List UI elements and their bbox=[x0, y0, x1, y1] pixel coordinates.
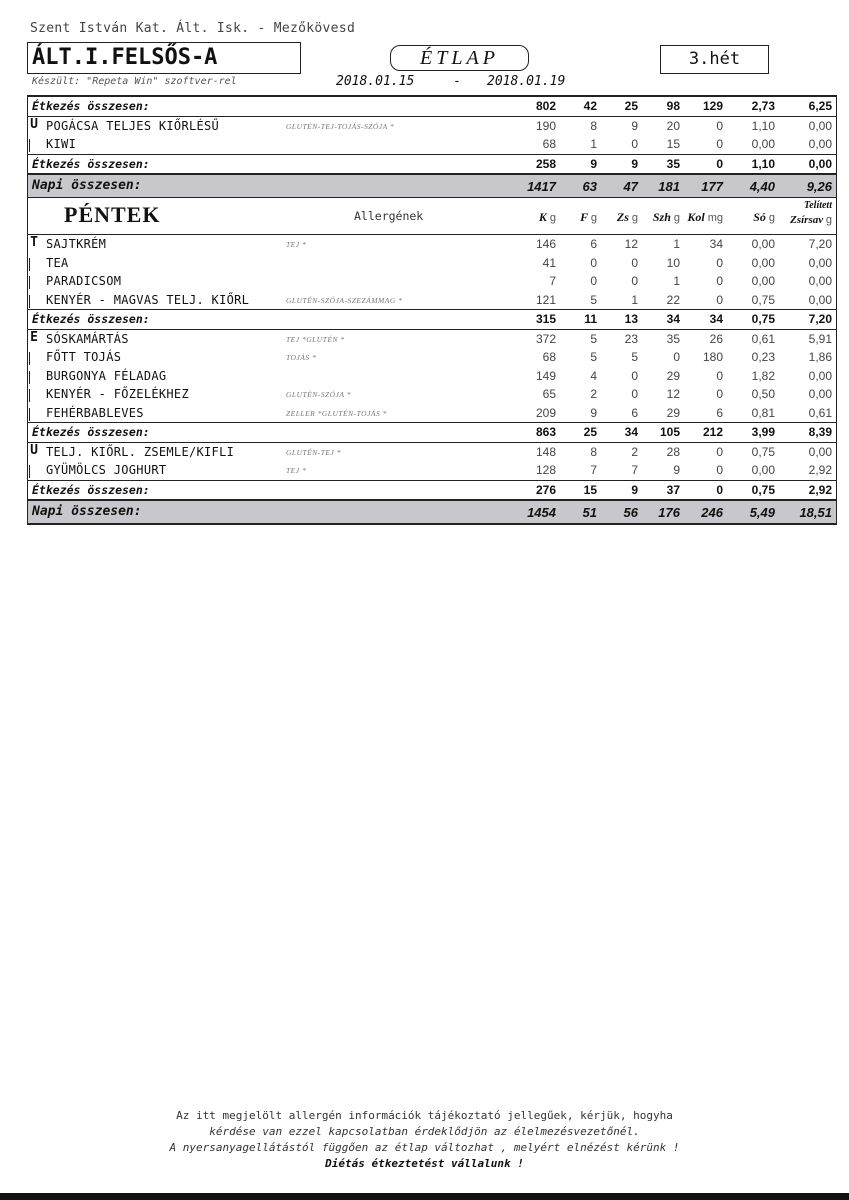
value-cell: 2 bbox=[631, 444, 638, 459]
allergen-list: GLUTÉN-SZÓJA * bbox=[286, 390, 351, 399]
column-unit: g bbox=[825, 214, 832, 226]
value-cell: 56 bbox=[623, 505, 638, 520]
value-cell: 0 bbox=[716, 292, 723, 307]
menu-item-row bbox=[28, 291, 836, 310]
menu-title: ÉTLAP bbox=[390, 45, 529, 71]
menu-item-row bbox=[28, 443, 836, 462]
value-cell: 180 bbox=[702, 350, 723, 364]
row-marker bbox=[29, 139, 30, 152]
value-cell: 0,75 bbox=[751, 482, 775, 497]
value-cell: 63 bbox=[582, 179, 597, 194]
value-cell: 0 bbox=[716, 255, 723, 270]
value-cell: 0 bbox=[716, 368, 723, 383]
value-cell: 0,00 bbox=[808, 368, 832, 383]
row-end-marker bbox=[836, 465, 837, 478]
value-cell: 5,91 bbox=[808, 331, 832, 346]
allergen-list: GLUTÉN-TEJ * bbox=[286, 447, 341, 457]
dish-name: FŐTT TOJÁS bbox=[46, 350, 122, 364]
row-end-marker bbox=[836, 352, 837, 365]
value-cell: 212 bbox=[702, 425, 723, 439]
column-header bbox=[653, 210, 680, 225]
value-cell: 181 bbox=[658, 179, 680, 194]
value-cell: 0 bbox=[590, 274, 597, 288]
value-cell: 26 bbox=[709, 331, 723, 346]
value-cell: 68 bbox=[542, 137, 556, 151]
value-cell: 35 bbox=[666, 331, 680, 346]
column-unit: mg bbox=[707, 212, 723, 224]
column-unit: g bbox=[768, 212, 775, 224]
meal-subtotal-row bbox=[28, 309, 836, 330]
row-marker bbox=[29, 258, 30, 271]
value-cell: 1,10 bbox=[751, 156, 775, 171]
meal-code: T bbox=[30, 235, 38, 250]
value-cell: 7 bbox=[549, 274, 556, 288]
school-name: Szent István Kat. Ált. Isk. - Mezőkövesd bbox=[30, 21, 356, 36]
value-cell: 1,86 bbox=[808, 350, 832, 364]
value-cell: 177 bbox=[701, 179, 723, 194]
row-label: Étkezés összesen: bbox=[32, 482, 150, 497]
value-cell: 2,73 bbox=[751, 99, 775, 113]
value-cell: 0,00 bbox=[808, 255, 832, 270]
value-cell: 0,23 bbox=[751, 350, 775, 364]
allergens-header: Allergének bbox=[354, 209, 424, 223]
value-cell: 29 bbox=[666, 368, 680, 383]
date-separator: - bbox=[453, 74, 461, 89]
class-name: ÁLT.I.FELSŐS-A bbox=[27, 42, 301, 74]
value-cell: 372 bbox=[535, 331, 556, 346]
value-cell: 0,00 bbox=[808, 156, 832, 171]
row-end-marker bbox=[836, 447, 837, 460]
value-cell: 25 bbox=[583, 425, 597, 439]
value-cell: 148 bbox=[535, 444, 556, 459]
row-label: Étkezés összesen: bbox=[32, 99, 150, 113]
value-cell: 8,39 bbox=[808, 425, 832, 439]
value-cell: 37 bbox=[666, 482, 680, 497]
menu-item-row bbox=[28, 330, 836, 349]
footer-notes bbox=[0, 1108, 849, 1172]
value-cell: 15 bbox=[666, 137, 680, 151]
value-cell: 34 bbox=[624, 425, 638, 439]
value-cell: 11 bbox=[584, 312, 597, 326]
row-marker bbox=[29, 408, 30, 421]
value-cell: 0 bbox=[716, 118, 723, 133]
meal-code: U bbox=[30, 442, 38, 458]
value-cell: 0,81 bbox=[751, 405, 775, 420]
value-cell: 20 bbox=[666, 118, 680, 133]
value-cell: 0 bbox=[716, 387, 723, 401]
dish-name: POGÁCSA TELJES KIŐRLÉSŰ bbox=[46, 118, 220, 133]
allergen-list: TEJ * bbox=[286, 466, 307, 475]
value-cell: 0,75 bbox=[751, 292, 775, 307]
value-cell: 5 bbox=[590, 350, 597, 364]
value-cell: 5 bbox=[590, 331, 597, 346]
value-cell: 51 bbox=[582, 505, 597, 520]
column-header bbox=[539, 210, 556, 225]
scan-edge bbox=[0, 1193, 849, 1200]
value-cell: 0 bbox=[716, 482, 723, 497]
value-cell: 0,00 bbox=[808, 292, 832, 307]
value-cell: 0,00 bbox=[751, 255, 775, 270]
software-note: Készült: "Repeta Win" szoftver-rel bbox=[32, 76, 237, 87]
row-end-marker bbox=[836, 371, 837, 384]
value-cell: 0,00 bbox=[751, 463, 775, 477]
footer-line-3: A nyersanyagellátástól függően az étlap változhat , melyért elnézést kérünk ! bbox=[169, 1141, 680, 1154]
value-cell: 1,82 bbox=[751, 368, 775, 383]
day-total-row bbox=[28, 500, 836, 524]
dish-name: TELJ. KIŐRL. ZSEMLE/KIFLI bbox=[46, 444, 235, 459]
value-cell: 0 bbox=[716, 444, 723, 459]
row-end-marker bbox=[836, 408, 837, 421]
value-cell: 34 bbox=[709, 237, 723, 251]
value-cell: 25 bbox=[624, 99, 638, 113]
value-cell: 1 bbox=[631, 292, 638, 307]
value-cell: 1 bbox=[590, 137, 597, 151]
meal-code: U bbox=[30, 116, 38, 132]
value-cell: 9 bbox=[673, 463, 680, 477]
row-end-marker bbox=[836, 276, 837, 289]
day-total-row bbox=[28, 174, 836, 198]
value-cell: 18,51 bbox=[799, 505, 832, 520]
value-cell: 47 bbox=[623, 179, 638, 194]
column-label: F bbox=[580, 210, 588, 224]
row-end-marker bbox=[836, 121, 837, 134]
column-header bbox=[617, 210, 638, 225]
value-cell: 0,00 bbox=[808, 274, 832, 288]
value-cell: 8 bbox=[590, 118, 597, 133]
column-label: Kol bbox=[687, 210, 705, 224]
value-cell: 28 bbox=[666, 444, 680, 459]
row-marker bbox=[29, 295, 30, 308]
row-label: Napi összesen: bbox=[32, 504, 142, 519]
value-cell: 34 bbox=[709, 312, 723, 326]
value-cell: 209 bbox=[535, 405, 556, 420]
day-name: PÉNTEK bbox=[64, 202, 161, 227]
value-cell: 9 bbox=[631, 118, 638, 133]
meal-subtotal-row bbox=[28, 422, 836, 443]
value-cell: 2,92 bbox=[808, 463, 832, 477]
value-cell: 176 bbox=[658, 505, 680, 520]
dish-name: FEHÉRBABLEVES bbox=[46, 405, 144, 420]
value-cell: 6,25 bbox=[808, 99, 832, 113]
value-cell: 6 bbox=[631, 405, 638, 420]
dish-name: PARADICSOM bbox=[46, 274, 122, 288]
value-cell: 802 bbox=[535, 99, 556, 113]
value-cell: 12 bbox=[666, 387, 680, 401]
value-cell: 1454 bbox=[527, 505, 556, 520]
value-cell: 12 bbox=[624, 237, 638, 251]
dish-name: SAJTKRÉM bbox=[46, 237, 107, 251]
value-cell: 0 bbox=[673, 350, 680, 364]
column-header bbox=[687, 210, 723, 225]
footer-line-4: Diétás étkeztetést vállalunk ! bbox=[325, 1157, 524, 1170]
value-cell: 0 bbox=[631, 137, 638, 151]
value-cell: 0 bbox=[631, 255, 638, 270]
value-cell: 105 bbox=[659, 425, 680, 439]
value-cell: 4,40 bbox=[749, 179, 775, 194]
allergen-list: GLUTÉN-SZÓJA-SZEZÁMMAG * bbox=[286, 295, 403, 305]
column-unit: g bbox=[590, 212, 597, 224]
value-cell: 121 bbox=[535, 292, 556, 307]
value-cell: 0,75 bbox=[751, 312, 775, 326]
column-unit: g bbox=[549, 212, 556, 224]
value-cell: 1 bbox=[673, 237, 680, 251]
value-cell: 7 bbox=[631, 463, 638, 477]
menu-item-row bbox=[28, 135, 836, 154]
value-cell: 3,99 bbox=[751, 425, 775, 439]
value-cell: 9 bbox=[631, 482, 638, 497]
row-marker bbox=[29, 352, 30, 365]
menu-item-row bbox=[28, 272, 836, 291]
row-end-marker bbox=[836, 258, 837, 271]
column-header bbox=[753, 210, 775, 225]
value-cell: 15 bbox=[583, 482, 597, 497]
menu-item-row bbox=[28, 117, 836, 136]
column-header-top: Telített bbox=[804, 200, 832, 211]
column-unit: g bbox=[673, 212, 680, 224]
value-cell: 98 bbox=[666, 99, 680, 113]
footer-line-1: Az itt megjelölt allergén információk tájékoztató jellegűek, kérjük, hogyha bbox=[176, 1109, 673, 1122]
meal-subtotal-row bbox=[28, 154, 836, 175]
column-unit: g bbox=[631, 212, 638, 224]
value-cell: 0 bbox=[716, 137, 723, 151]
value-cell: 6 bbox=[590, 237, 597, 251]
row-marker bbox=[29, 465, 30, 478]
value-cell: 9 bbox=[631, 156, 638, 171]
allergen-list: GLUTÉN-TEJ-TOJÁS-SZÓJA * bbox=[286, 121, 395, 131]
value-cell: 0,00 bbox=[808, 118, 832, 133]
value-cell: 0 bbox=[631, 368, 638, 383]
value-cell: 0 bbox=[716, 463, 723, 477]
value-cell: 0,00 bbox=[751, 237, 775, 251]
date-to: 2018.01.19 bbox=[487, 74, 566, 89]
value-cell: 315 bbox=[535, 312, 556, 326]
menu-table bbox=[27, 95, 837, 525]
column-header bbox=[790, 214, 832, 226]
value-cell: 8 bbox=[590, 444, 597, 459]
value-cell: 5,49 bbox=[749, 505, 775, 520]
value-cell: 0 bbox=[631, 387, 638, 401]
value-cell: 65 bbox=[542, 387, 556, 401]
row-end-marker bbox=[836, 389, 837, 402]
row-label: Étkezés összesen: bbox=[32, 156, 150, 171]
column-label: Zs bbox=[616, 210, 629, 224]
value-cell: 246 bbox=[701, 505, 723, 520]
value-cell: 9 bbox=[590, 156, 597, 171]
value-cell: 41 bbox=[542, 255, 556, 270]
value-cell: 5 bbox=[631, 350, 638, 364]
value-cell: 276 bbox=[535, 482, 556, 497]
value-cell: 42 bbox=[583, 99, 597, 113]
value-cell: 22 bbox=[666, 292, 680, 307]
value-cell: 0,61 bbox=[751, 331, 775, 346]
footer-line-2: kérdése van ezzel kapcsolatban érdeklődjön az élelmezésvezetőnél. bbox=[209, 1125, 640, 1138]
menu-item-row bbox=[28, 367, 836, 386]
allergen-list: ZELLER *GLUTÉN-TOJÁS * bbox=[286, 408, 387, 418]
value-cell: 258 bbox=[535, 156, 556, 171]
menu-item-row bbox=[28, 254, 836, 273]
value-cell: 13 bbox=[624, 312, 638, 326]
row-end-marker bbox=[836, 239, 837, 252]
menu-item-row bbox=[28, 385, 836, 404]
value-cell: 4 bbox=[590, 368, 597, 383]
value-cell: 29 bbox=[666, 405, 680, 420]
menu-item-row bbox=[28, 404, 836, 423]
value-cell: 1 bbox=[673, 274, 680, 288]
value-cell: 9,26 bbox=[806, 179, 832, 194]
dish-name: GYÜMÖLCS JOGHURT bbox=[46, 463, 167, 477]
row-end-marker bbox=[836, 334, 837, 347]
value-cell: 0,50 bbox=[751, 387, 775, 401]
dish-name: SÓSKAMÁRTÁS bbox=[46, 331, 129, 346]
dish-name: BURGONYA FÉLADAG bbox=[46, 368, 167, 383]
date-from: 2018.01.15 bbox=[336, 74, 415, 89]
value-cell: 0 bbox=[716, 274, 723, 288]
value-cell: 190 bbox=[535, 118, 556, 133]
value-cell: 1,10 bbox=[751, 118, 775, 133]
meal-subtotal-row bbox=[28, 96, 836, 117]
value-cell: 7,20 bbox=[808, 237, 832, 251]
value-cell: 2 bbox=[590, 387, 597, 401]
column-header bbox=[580, 210, 597, 225]
value-cell: 9 bbox=[590, 405, 597, 420]
value-cell: 0,00 bbox=[751, 137, 775, 151]
column-label: Szh bbox=[652, 210, 671, 224]
value-cell: 146 bbox=[535, 237, 556, 251]
value-cell: 0,00 bbox=[808, 387, 832, 401]
row-marker bbox=[29, 389, 30, 402]
day-header bbox=[28, 198, 836, 235]
row-end-marker bbox=[836, 295, 837, 308]
value-cell: 34 bbox=[666, 312, 680, 326]
row-label: Étkezés összesen: bbox=[32, 312, 150, 326]
row-label: Napi összesen: bbox=[32, 178, 142, 193]
column-label: K bbox=[538, 210, 547, 224]
column-label: Só bbox=[753, 210, 766, 224]
value-cell: 10 bbox=[666, 255, 680, 270]
meal-subtotal-row bbox=[28, 480, 836, 501]
value-cell: 0,00 bbox=[808, 137, 832, 151]
dish-name: TEA bbox=[46, 255, 69, 270]
value-cell: 0 bbox=[716, 156, 723, 171]
menu-item-row bbox=[28, 461, 836, 480]
value-cell: 5 bbox=[590, 292, 597, 307]
value-cell: 0,75 bbox=[751, 444, 775, 459]
allergen-list: TEJ *GLUTÉN * bbox=[286, 334, 345, 344]
allergen-list: TEJ * bbox=[286, 240, 307, 249]
week-label: 3.hét bbox=[660, 45, 769, 74]
dish-name: KIWI bbox=[46, 137, 77, 151]
value-cell: 128 bbox=[535, 463, 556, 477]
value-cell: 68 bbox=[542, 350, 556, 364]
menu-item-row bbox=[28, 235, 836, 254]
value-cell: 1417 bbox=[527, 179, 556, 194]
row-marker bbox=[29, 276, 30, 289]
row-label: Étkezés összesen: bbox=[32, 425, 150, 439]
value-cell: 0,61 bbox=[808, 405, 832, 420]
value-cell: 35 bbox=[666, 156, 680, 171]
dish-name: KENYÉR - FŐZELÉKHEZ bbox=[46, 387, 189, 401]
value-cell: 6 bbox=[716, 405, 723, 420]
allergen-list: TOJÁS * bbox=[286, 353, 317, 362]
value-cell: 149 bbox=[535, 368, 556, 383]
meal-code: E bbox=[30, 329, 38, 345]
value-cell: 0 bbox=[590, 255, 597, 270]
value-cell: 863 bbox=[535, 425, 556, 439]
dish-name: KENYÉR - MAGVAS TELJ. KIŐRL bbox=[46, 292, 250, 307]
value-cell: 0,00 bbox=[751, 274, 775, 288]
column-label: Zsírsav bbox=[790, 214, 824, 226]
value-cell: 129 bbox=[702, 99, 723, 113]
value-cell: 0 bbox=[631, 274, 638, 288]
value-cell: 0,00 bbox=[808, 444, 832, 459]
value-cell: 7 bbox=[590, 463, 597, 477]
value-cell: 2,92 bbox=[808, 482, 832, 497]
value-cell: 7,20 bbox=[808, 312, 832, 326]
menu-item-row bbox=[28, 348, 836, 367]
value-cell: 23 bbox=[624, 331, 638, 346]
row-marker bbox=[29, 371, 30, 384]
row-end-marker bbox=[836, 139, 837, 152]
